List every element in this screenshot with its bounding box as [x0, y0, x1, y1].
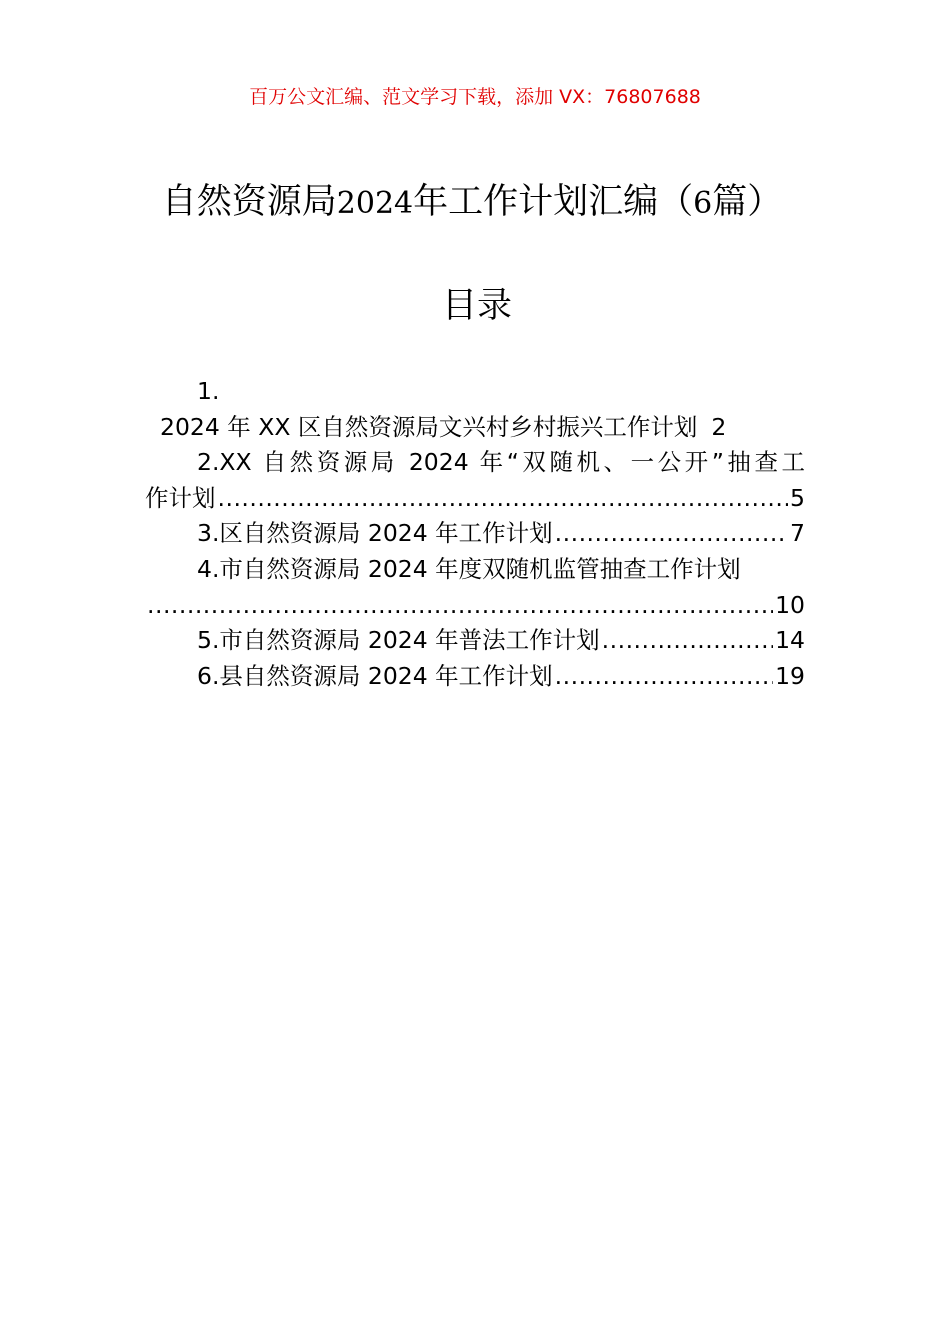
toc-item-2-title-line-1: 2.XX 自然资源局 2024 年“双随机、一公开”抽查工 [197, 448, 805, 477]
toc-item-3-page: 7 [790, 519, 805, 548]
toc-item-4-title: 4.市自然资源局 2024 年度双随机监管抽查工作计划 [197, 554, 741, 583]
toc-item-6[interactable] [145, 659, 805, 695]
table-of-contents [145, 374, 805, 694]
toc-item-1-number-line[interactable] [145, 374, 805, 410]
title-part-b: 年工作计划汇编（ [413, 182, 694, 222]
toc-item-1-title: 2024 年 XX 区自然资源局文兴村乡村振兴工作计划 [160, 412, 698, 441]
toc-item-3[interactable] [145, 516, 805, 552]
toc-item-5-leader [602, 623, 773, 659]
toc-item-2-page: 5 [790, 483, 805, 512]
toc-item-6-title: 6.县自然资源局 2024 年工作计划 [197, 661, 553, 690]
title-year: 2024 [336, 186, 414, 221]
toc-item-2-title-line-2: 作计划 [145, 483, 216, 512]
toc-item-4-page: 10 [775, 590, 805, 619]
toc-item-1-number: 1. [197, 377, 220, 405]
toc-item-2-line-2[interactable] [145, 481, 805, 517]
toc-item-1[interactable] [145, 410, 805, 446]
toc-item-4-line-2[interactable] [145, 588, 805, 624]
toc-item-5-page: 14 [775, 626, 805, 655]
title-count: 6 [693, 186, 713, 221]
title-part-c: 篇） [712, 182, 783, 222]
header-banner: 百万公文汇编、范文学习下载，添加 VX：76807688 [249, 86, 701, 108]
toc-heading: 目录 [441, 286, 512, 326]
toc-item-3-title: 3.区自然资源局 2024 年工作计划 [197, 519, 553, 548]
toc-item-2-leader [218, 481, 789, 517]
toc-item-5-title: 5.市自然资源局 2024 年普法工作计划 [197, 626, 600, 655]
toc-item-6-leader [555, 659, 773, 695]
document-title [0, 178, 944, 228]
toc-item-1-page: 2 [711, 412, 727, 441]
toc-item-5[interactable] [145, 623, 805, 659]
toc-item-3-leader [555, 516, 788, 552]
title-part-a: 自然资源局 [161, 182, 337, 222]
toc-item-6-page: 19 [775, 661, 805, 690]
toc-item-4-line-1[interactable] [145, 552, 805, 588]
toc-item-4-leader [147, 588, 773, 624]
toc-item-2-line-1[interactable] [145, 445, 805, 481]
